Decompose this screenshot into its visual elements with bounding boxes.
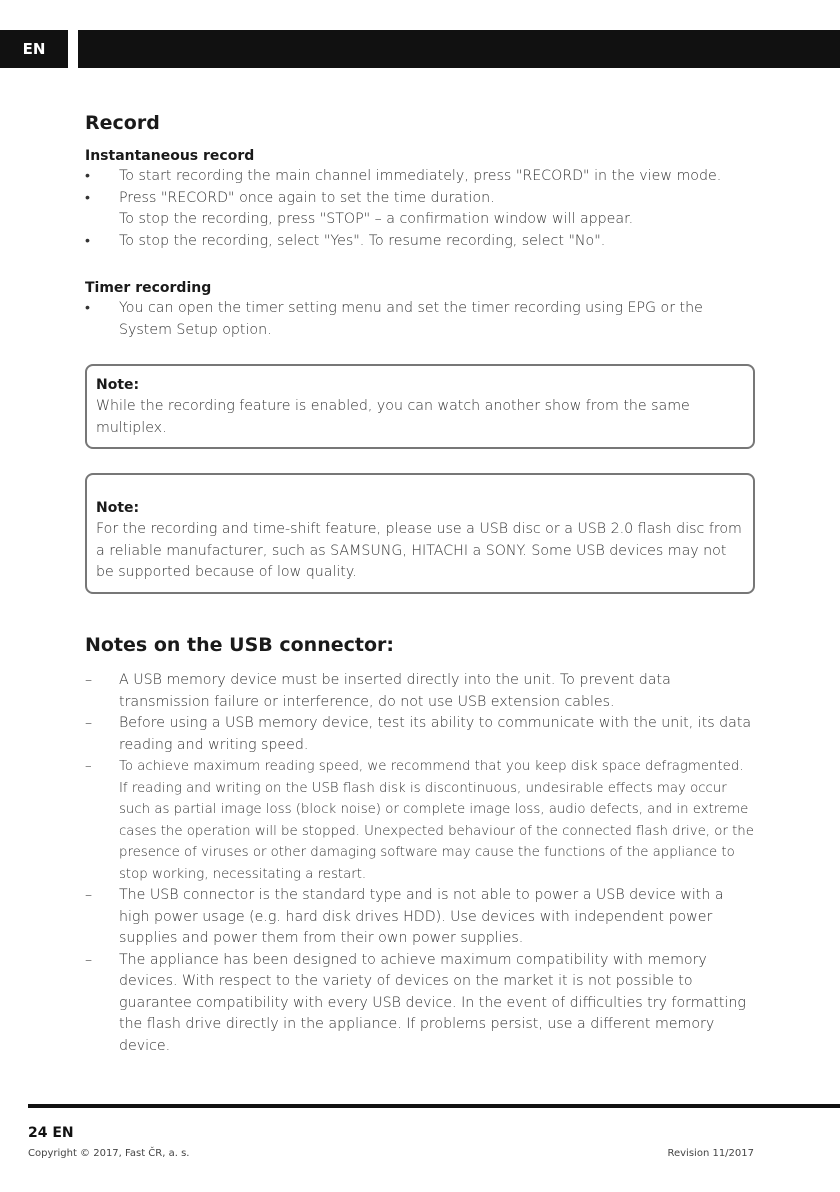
list-item: – Before using a USB memory device, test its ability to communicate with the unit, its data reading and writing speed. xyxy=(85,715,752,753)
list-item: – The USB connector is the standard type and is not able to power a USB device with a high power usage (e.g. hard disk drives HDD). Use devices with independent power supplies and power them from their own power supplies. xyxy=(85,887,724,946)
subsection-title-instant: Instantaneous record xyxy=(85,148,255,164)
note-box-2 xyxy=(85,473,755,594)
language-tab xyxy=(0,30,68,68)
list-item: • To start recording the main channel immediately, press "RECORD" in the view mode. xyxy=(85,168,722,184)
revision-text: Revision 11/2017 xyxy=(667,1148,754,1159)
subsection-title-timer: Timer recording xyxy=(85,280,212,296)
page-number: 24 EN xyxy=(28,1125,74,1141)
list-item: • You can open the timer setting menu and set the timer recording using EPG or the System Setup option. xyxy=(85,300,703,338)
instant-record-list xyxy=(85,166,755,252)
list-item: – The appliance has been designed to achieve maximum compatibility with memory devices. With respect to the variety of devices on the market it is not possible to guarantee compatibility with every USB device. In the event of difficulties try formatting the flash drive directly in the appliance. If problems persist, use a different memory device. xyxy=(85,951,746,1054)
usb-notes-section xyxy=(85,632,755,1057)
language-tab-label: EN xyxy=(22,40,46,58)
copyright-text: Copyright © 2017, Fast ČR, a. s. xyxy=(28,1148,190,1159)
section-title-usb: Notes on the USB connector: xyxy=(85,634,394,656)
record-section xyxy=(85,110,755,341)
list-item: • To stop the recording, select "Yes". To resume recording, select "No". xyxy=(85,232,606,249)
header-bar xyxy=(78,30,840,68)
list-item: • Press "RECORD" once again to set the time duration. xyxy=(85,189,495,206)
note-title: Note: xyxy=(96,500,140,516)
list-item: – A USB memory device must be inserted directly into the unit. To prevent data transmission failure or interference, do not use USB extension cables. xyxy=(85,672,671,710)
footer-divider xyxy=(28,1104,840,1108)
note-text: For the recording and time-shift feature, please use a USB disc or a USB 2.0 flash disc from a reliable manufacturer, such as SAMSUNG, HITACHI a SONY. Some USB devices may not be supported because of low quality. xyxy=(96,521,742,580)
note-text: While the recording feature is enabled, you can watch another show from the same multiplex. xyxy=(96,398,690,436)
list-item: – To achieve maximum reading speed, we recommend that you keep disk space defragmented. If reading and writing on the USB flash disk is discontinuous, undesirable effects may occur such as partial image loss (block noise) or complete image loss, audio defects, and in extreme cases the operation will be stopped. Unexpected behaviour of the connected flash drive, or the presence of viruses or other damaging software may cause the functions of the appliance to stop working, necessitating a restart. xyxy=(85,759,754,882)
note-box-1 xyxy=(85,364,755,449)
section-title-record: Record xyxy=(85,112,160,134)
list-item: To stop the recording, press "STOP" – a confirmation window will appear. xyxy=(119,211,634,227)
usb-notes-list xyxy=(85,670,755,1057)
timer-record-list xyxy=(85,298,755,341)
note-title: Note: xyxy=(96,377,140,393)
